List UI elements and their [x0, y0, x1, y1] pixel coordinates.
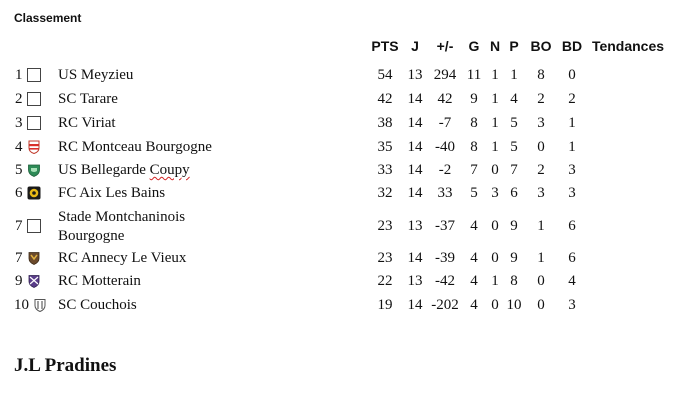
g-value: 4	[470, 250, 478, 266]
spellcheck-flagged-word: Coupy	[149, 162, 190, 178]
rank-number: 9	[15, 273, 23, 289]
team-name[interactable]: SC Tarare	[58, 91, 118, 107]
rank-number: 7	[15, 250, 23, 266]
p-value: 5	[510, 139, 518, 155]
pts-value: 32	[377, 185, 393, 201]
col-header-bo[interactable]: BO	[530, 38, 552, 54]
rank-number: 10	[14, 297, 29, 313]
n-value: 0	[491, 250, 499, 266]
n-value: 3	[491, 185, 499, 201]
team-crest-black-yellow-icon	[27, 186, 41, 200]
p-value: 9	[510, 250, 518, 266]
p-value: 10	[506, 297, 522, 313]
team-crest-red-white-icon	[27, 140, 41, 154]
j-value: 14	[407, 185, 423, 201]
pts-value: 22	[377, 273, 393, 289]
j-value: 14	[407, 162, 423, 178]
pts-value: 33	[377, 162, 393, 178]
rank-number: 2	[15, 91, 23, 107]
bd-value: 3	[568, 297, 576, 313]
j-value: 14	[407, 250, 423, 266]
team-logo-placeholder-icon	[27, 68, 41, 82]
diff-value: 42	[437, 91, 453, 107]
col-header-j[interactable]: J	[411, 38, 419, 54]
p-value: 4	[510, 91, 518, 107]
g-value: 7	[470, 162, 478, 178]
team-logo-placeholder-icon	[27, 116, 41, 130]
j-value: 14	[407, 297, 423, 313]
diff-value: -40	[435, 139, 455, 155]
pts-value: 42	[377, 91, 393, 107]
diff-value: 294	[433, 67, 457, 83]
rank-number: 3	[15, 115, 23, 131]
bd-value: 1	[568, 115, 576, 131]
bd-value: 2	[568, 91, 576, 107]
team-name[interactable]: US Meyzieu	[58, 67, 134, 83]
j-value: 13	[407, 67, 423, 83]
g-value: 8	[470, 139, 478, 155]
pts-value: 54	[377, 67, 393, 83]
diff-value: -202	[431, 297, 459, 313]
n-value: 1	[491, 273, 499, 289]
team-name[interactable]: RC Montceau Bourgogne	[58, 139, 212, 155]
bo-value: 3	[537, 115, 545, 131]
team-crest-green-icon	[27, 163, 41, 177]
team-name[interactable]: RC Motterain	[58, 273, 141, 289]
n-value: 0	[491, 297, 499, 313]
pts-value: 23	[377, 218, 393, 234]
bd-value: 1	[568, 139, 576, 155]
col-header-diff[interactable]: +/-	[436, 38, 454, 54]
team-name[interactable]	[58, 161, 258, 180]
g-value: 4	[470, 273, 478, 289]
diff-value: 33	[437, 185, 453, 201]
bd-value: 6	[568, 250, 576, 266]
j-value: 14	[407, 139, 423, 155]
p-value: 1	[510, 67, 518, 83]
n-value: 1	[491, 91, 499, 107]
n-value: 0	[491, 218, 499, 234]
rank-number: 5	[15, 162, 23, 178]
p-value: 7	[510, 162, 518, 178]
n-value: 1	[491, 115, 499, 131]
p-value: 8	[510, 273, 518, 289]
j-value: 14	[407, 115, 423, 131]
bo-value: 1	[537, 250, 545, 266]
j-value: 13	[407, 273, 423, 289]
author-heading: J.L Pradines	[14, 355, 117, 376]
rank-number: 6	[15, 185, 23, 201]
col-header-bd[interactable]: BD	[561, 38, 583, 54]
bo-value: 0	[537, 297, 545, 313]
pts-value: 38	[377, 115, 393, 131]
rank-number: 1	[15, 67, 23, 83]
bo-value: 2	[537, 91, 545, 107]
n-value: 1	[491, 67, 499, 83]
rank-number: 7	[15, 218, 23, 234]
bd-value: 3	[568, 162, 576, 178]
pts-value: 23	[377, 250, 393, 266]
bo-value: 1	[537, 218, 545, 234]
team-name[interactable]: RC Viriat	[58, 115, 116, 131]
rank-number: 4	[15, 139, 23, 155]
diff-value: -2	[438, 162, 452, 178]
team-name[interactable]: RC Annecy Le Vieux	[58, 250, 187, 266]
bo-value: 2	[537, 162, 545, 178]
n-value: 1	[491, 139, 499, 155]
diff-value: -7	[438, 115, 452, 131]
bo-value: 0	[537, 139, 545, 155]
bo-value: 3	[537, 185, 545, 201]
col-header-n[interactable]: N	[489, 38, 501, 54]
p-value: 6	[510, 185, 518, 201]
team-name[interactable]: Stade Montchaninois Bourgogne	[58, 209, 186, 244]
bd-value: 4	[568, 273, 576, 289]
col-header-tendances[interactable]: Tendances	[591, 38, 665, 54]
g-value: 4	[470, 297, 478, 313]
team-logo-placeholder-icon	[27, 219, 41, 233]
pts-value: 35	[377, 139, 393, 155]
team-logo-placeholder-icon	[27, 92, 41, 106]
g-value: 8	[470, 115, 478, 131]
j-value: 13	[407, 218, 423, 234]
g-value: 9	[470, 91, 478, 107]
section-label: Classement	[14, 11, 82, 25]
p-value: 9	[510, 218, 518, 234]
col-header-pts[interactable]: PTS	[371, 38, 399, 54]
bo-value: 0	[537, 273, 545, 289]
bd-value: 3	[568, 185, 576, 201]
team-name[interactable]: FC Aix Les Bains	[58, 185, 166, 201]
col-header-g[interactable]: G	[468, 38, 480, 54]
team-name-text: US Bellegarde Coupy	[58, 162, 190, 178]
j-value: 14	[407, 91, 423, 107]
team-crest-purple-icon	[27, 274, 41, 288]
diff-value: -37	[435, 218, 455, 234]
team-crest-grey-white-icon	[33, 298, 47, 312]
pts-value: 19	[377, 297, 393, 313]
bd-value: 6	[568, 218, 576, 234]
p-value: 5	[510, 115, 518, 131]
g-value: 11	[466, 67, 482, 83]
diff-value: -39	[435, 250, 455, 266]
col-header-p[interactable]: P	[509, 38, 519, 54]
bd-value: 0	[568, 67, 576, 83]
g-value: 4	[470, 218, 478, 234]
team-name[interactable]: SC Couchois	[58, 297, 137, 313]
team-crest-brown-gold-icon	[27, 251, 41, 265]
diff-value: -42	[435, 273, 455, 289]
n-value: 0	[491, 162, 499, 178]
bo-value: 8	[537, 67, 545, 83]
g-value: 5	[470, 185, 478, 201]
